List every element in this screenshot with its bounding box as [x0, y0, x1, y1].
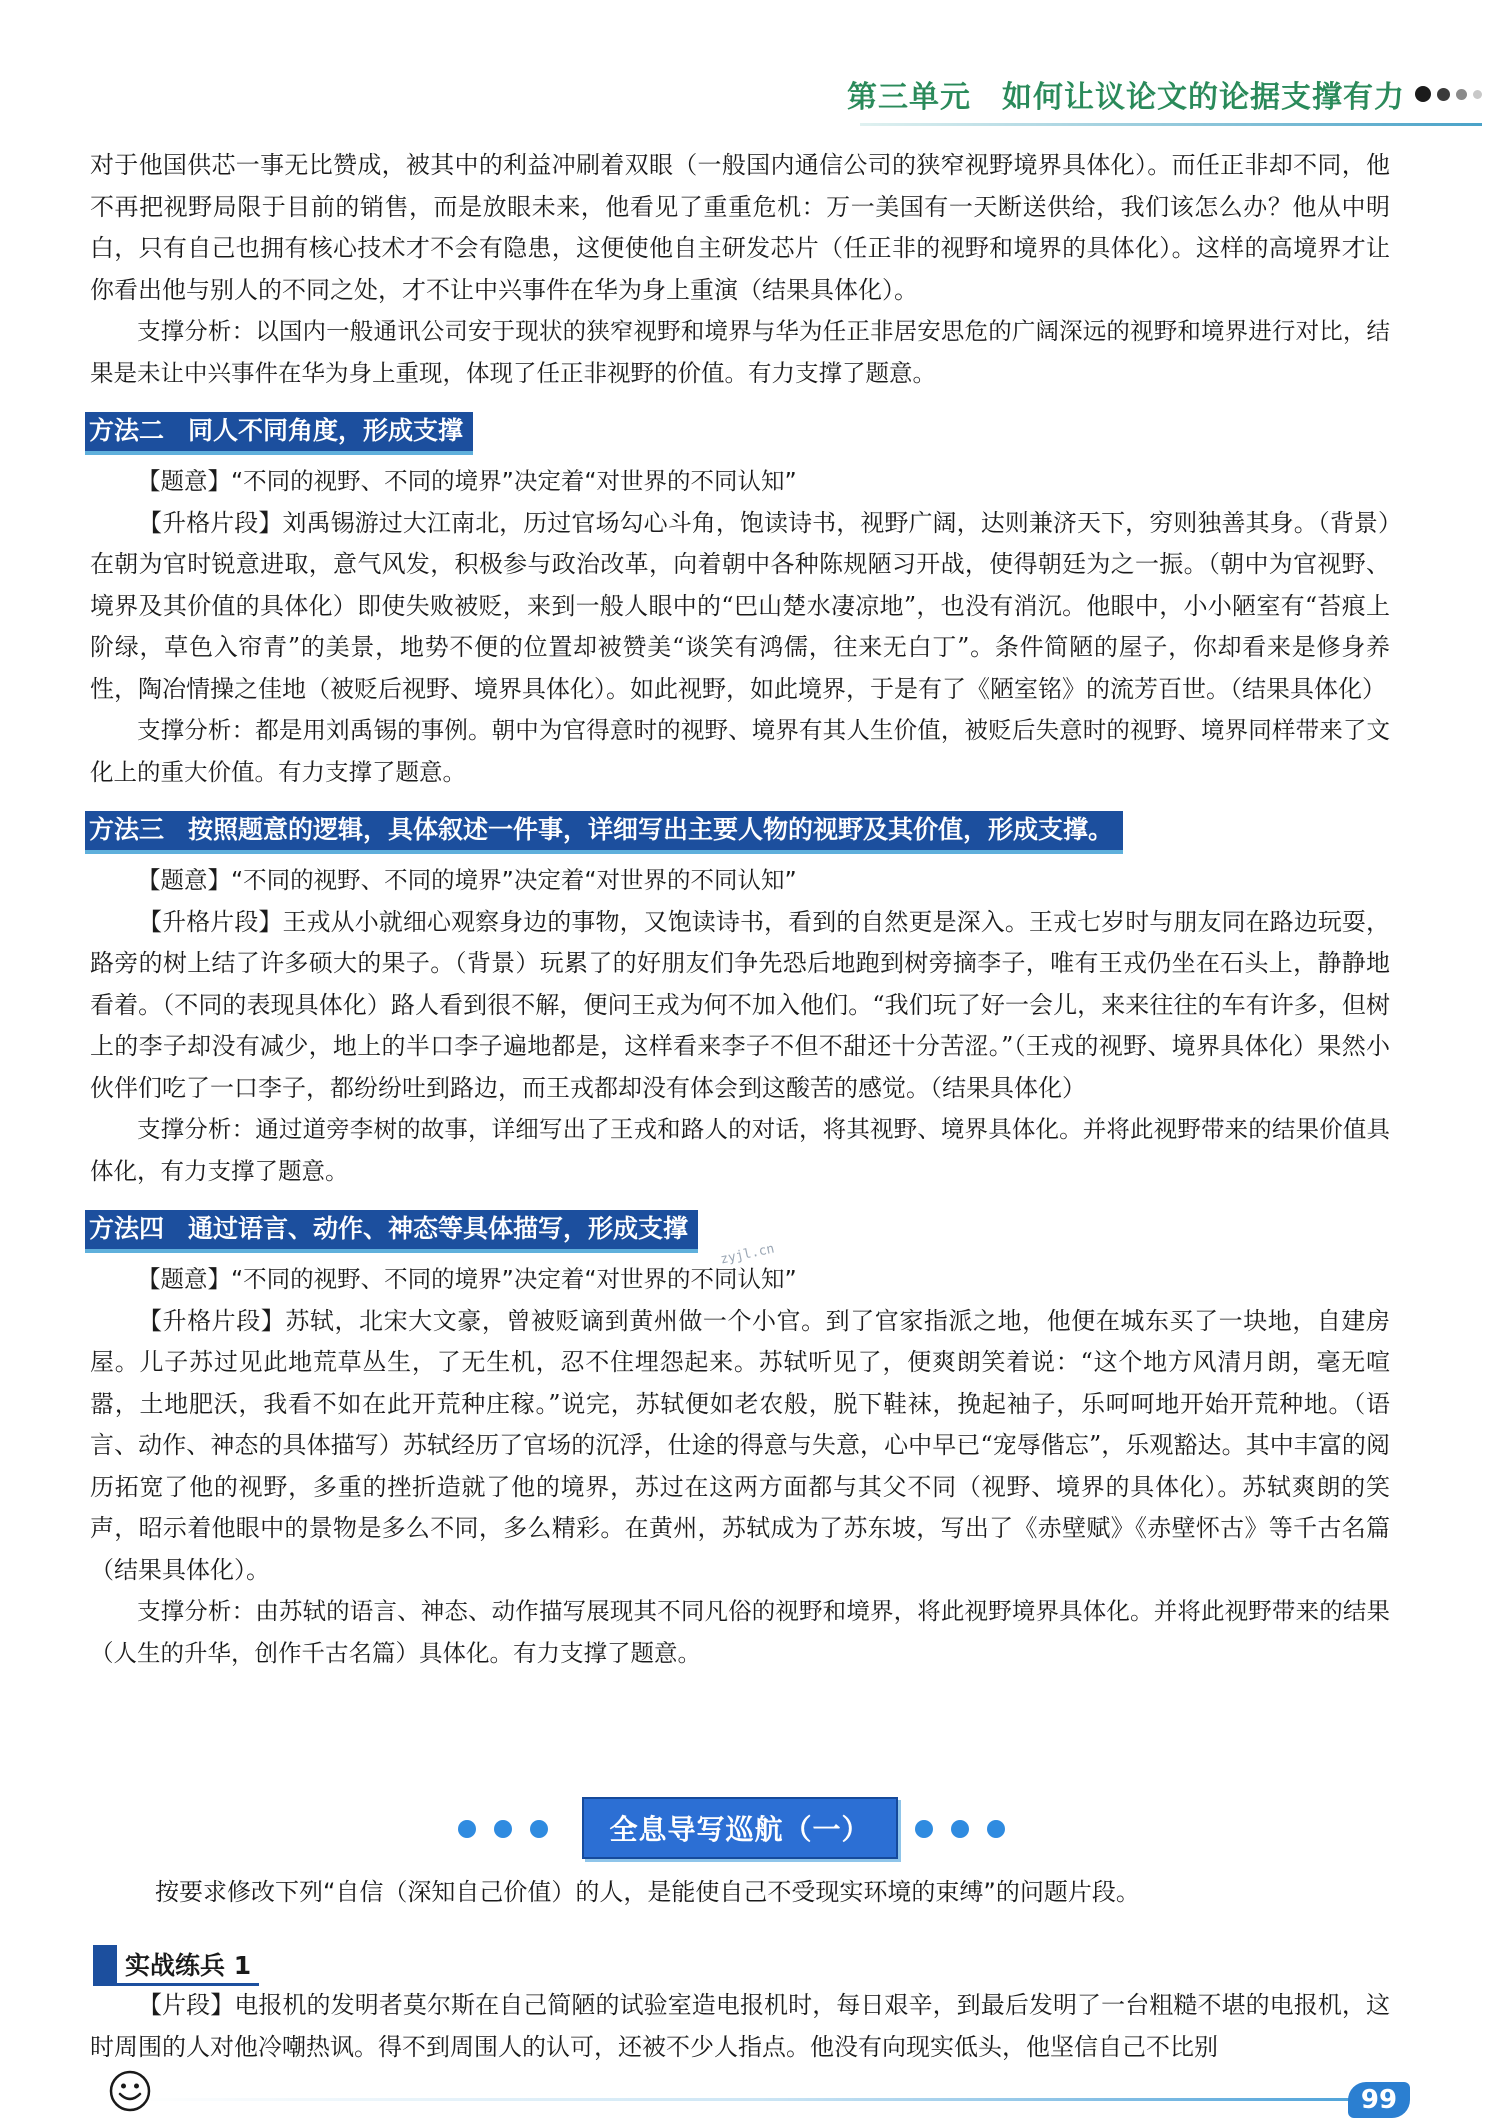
method-2-fragment: 【升格片段】刘禹锡游过大江南北，历过官场勾心斗角，饱读诗书，视野广阔，达则兼济天下，穷则独善其身。（背景）在朝为官时锐意进取，意气风发，积极参与政治改革，向着朝中各种陈规陋习开战，使得朝廷为之一振。（朝中为官视野、境界及其价值的具体化）即使失败被贬，来到一般人眼中的“巴山楚水凄凉地”，也没有消沉。他眼中，小小陋室有“苔痕上阶绿，草色入帘青”的美景，地势不便的位置却被赞美“谈笑有鸿儒，往来无白丁”。条件简陋的屋子，你却看来是修身养性，陶冶情操之佳地（被贬后视野、境界具体化）。如此视野，如此境界，于是有了《陋室铭》的流芳百世。（结果具体化） — [90, 508, 1390, 703]
method-4-title: 通过语言、动作、神态等具体描写，形成支撑 — [188, 1214, 689, 1243]
banner-title: 全息导写巡航（一） — [582, 1797, 898, 1859]
practice-fragment — [90, 1985, 1390, 2068]
header-divider — [860, 123, 1482, 126]
method-3-fragment: 【升格片段】王戎从小就细心观察身边的事物，又饱读诗书，看到的自然更是深入。王戎七岁时与朋友同在路边玩耍，路旁的树上结了许多硕大的果子。（背景）玩累了的好朋友们争先恐后地跑到树旁摘李子，唯有王戎仍坐在石头上，静静地看着。（不同的表现具体化）路人看到很不解，便问王戎为何不加入他们。“我们玩了好一会儿，来来往往的车有许多，但树上的李子却没有减少，地上的半口李子遍地都是，这样看来李子不但不甜还十分苦涩。”（王戎的视野、境界具体化）果然小伙伴们吃了一口李子，都纷纷吐到路边，而王戎都却没有体会到这酸苦的感觉。（结果具体化） — [90, 907, 1390, 1102]
banner-dot-icon — [915, 1820, 933, 1838]
method-2-topic: 【题意】“不同的视野、不同的境界”决定着“对世界的不同认知” — [137, 467, 797, 495]
exercise-instruction: 按要求修改下列“自信（深知自己价值）的人，是能使自己不受现实环境的束缚”的问题片段。 — [155, 1878, 1140, 1906]
method-4-fragment: 【升格片段】苏轼，北宋大文豪，曾被贬谪到黄州做一个小官。到了官家指派之地，他便在城东买了一块地，自建房屋。儿子苏过见此地荒草丛生，了无生机，忍不住埋怨起来。苏轼听见了，便爽朗笑着说：“这个地方风清月朗，毫无喧嚣，土地肥沃，我看不如在此开荒种庄稼。”说完，苏轼便如老农般，脱下鞋袜，挽起袖子，乐呵呵地开始开荒种地。（语言、动作、神态的具体描写）苏轼经历了官场的沉浮，仕途的得意与失意，心中早已“宠辱偕忘”，乐观豁达。其中丰富的阅历拓宽了他的视野，多重的挫折造就了他的境界，苏过在这两方面都与其父不同（视野、境界的具体化）。苏轼爽朗的笑声，昭示着他眼中的景物是多么不同，多么精彩。在黄州，苏轼成为了苏东坡，写出了《赤壁赋》《赤壁怀古》等千古名篇（结果具体化）。 — [90, 1306, 1390, 1584]
watermark: zyjl.cn — [719, 1241, 776, 1268]
method-4-topic: 【题意】“不同的视野、不同的境界”决定着“对世界的不同认知” — [137, 1265, 797, 1293]
method-2-heading — [85, 412, 473, 455]
method-3-heading — [85, 811, 1123, 854]
method-4-analysis: 支撑分析：由苏轼的语言、神态、动作描写展现其不同凡俗的视野和境界，将此视野境界具体化。并将此视野带来的结果（人生的升华，创作千古名篇）具体化。有力支撑了题意。 — [90, 1597, 1390, 1667]
method-3-analysis: 支撑分析：通过道旁李树的故事，详细写出了王戎和路人的对话，将其视野、境界具体化。并将此视野带来的结果价值具体化，有力支撑了题意。 — [90, 1115, 1390, 1185]
banner-dot-icon — [951, 1820, 969, 1838]
banner-dot-icon — [987, 1820, 1005, 1838]
banner-dot-icon — [530, 1820, 548, 1838]
method-3-topic: 【题意】“不同的视野、不同的境界”决定着“对世界的不同认知” — [137, 866, 797, 894]
method-4-heading — [85, 1210, 698, 1253]
unit-header-title: 第三单元 如何让议论文的论据支撑有力 — [847, 80, 1405, 115]
method-2-title: 同人不同角度，形成支撑 — [188, 416, 464, 445]
method-3-number: 方法三 — [89, 815, 165, 844]
header-dots-decoration — [1415, 86, 1482, 102]
section-banner — [0, 1797, 1500, 1857]
method-2-analysis: 支撑分析：都是用刘禹锡的事例。朝中为官得意时的视野、境界有其人生价值，被贬后失意时的视野、境界同样带来了文化上的重大价值。有力支撑了题意。 — [90, 716, 1390, 786]
banner-dot-icon — [458, 1820, 476, 1838]
footer-divider — [130, 2098, 1385, 2101]
page-number: 99 — [1348, 2082, 1410, 2118]
method-4-number: 方法四 — [89, 1214, 165, 1243]
main-content — [90, 145, 1390, 1674]
support-analysis-1: 支撑分析：以国内一般通讯公司安于现状的狭窄视野和境界与华为任正非居安思危的广阔深远的视野和境界进行对比，结果是未让中兴事件在华为身上重现，体现了任正非视野的价值。有力支撑了题意。 — [90, 317, 1390, 387]
smiley-icon — [108, 2069, 152, 2113]
method-3-title: 按照题意的逻辑，具体叙述一件事，详细写出主要人物的视野及其价值，形成支撑。 — [188, 815, 1114, 844]
banner-dot-icon — [494, 1820, 512, 1838]
practice-label: 实战练兵 1 — [93, 1945, 259, 1986]
practice-fragment-text: 【片段】电报机的发明者莫尔斯在自己简陋的试验室造电报机时，每日艰辛，到最后发明了一台粗糙不堪的电报机，这时周围的人对他冷嘲热讽。得不到周围人的认可，还被不少人指点。他没有向现实低头，他坚信自己不比别 — [90, 1991, 1390, 2061]
method-2-number: 方法二 — [89, 416, 165, 445]
paragraph-continued: 对于他国供芯一事无比赞成，被其中的利益冲刷着双眼（一般国内通信公司的狭窄视野境界具体化）。而任正非却不同，他不再把视野局限于目前的销售，而是放眼未来，他看见了重重危机：万一美国有一天断送供给，我们该怎么办？他从中明白，只有自己也拥有核心技术才不会有隐患，这便使他自主研发芯片（任正非的视野和境界的具体化）。这样的高境界才让你看出他与别人的不同之处，才不让中兴事件在华为身上重演（结果具体化）。 — [90, 151, 1390, 304]
